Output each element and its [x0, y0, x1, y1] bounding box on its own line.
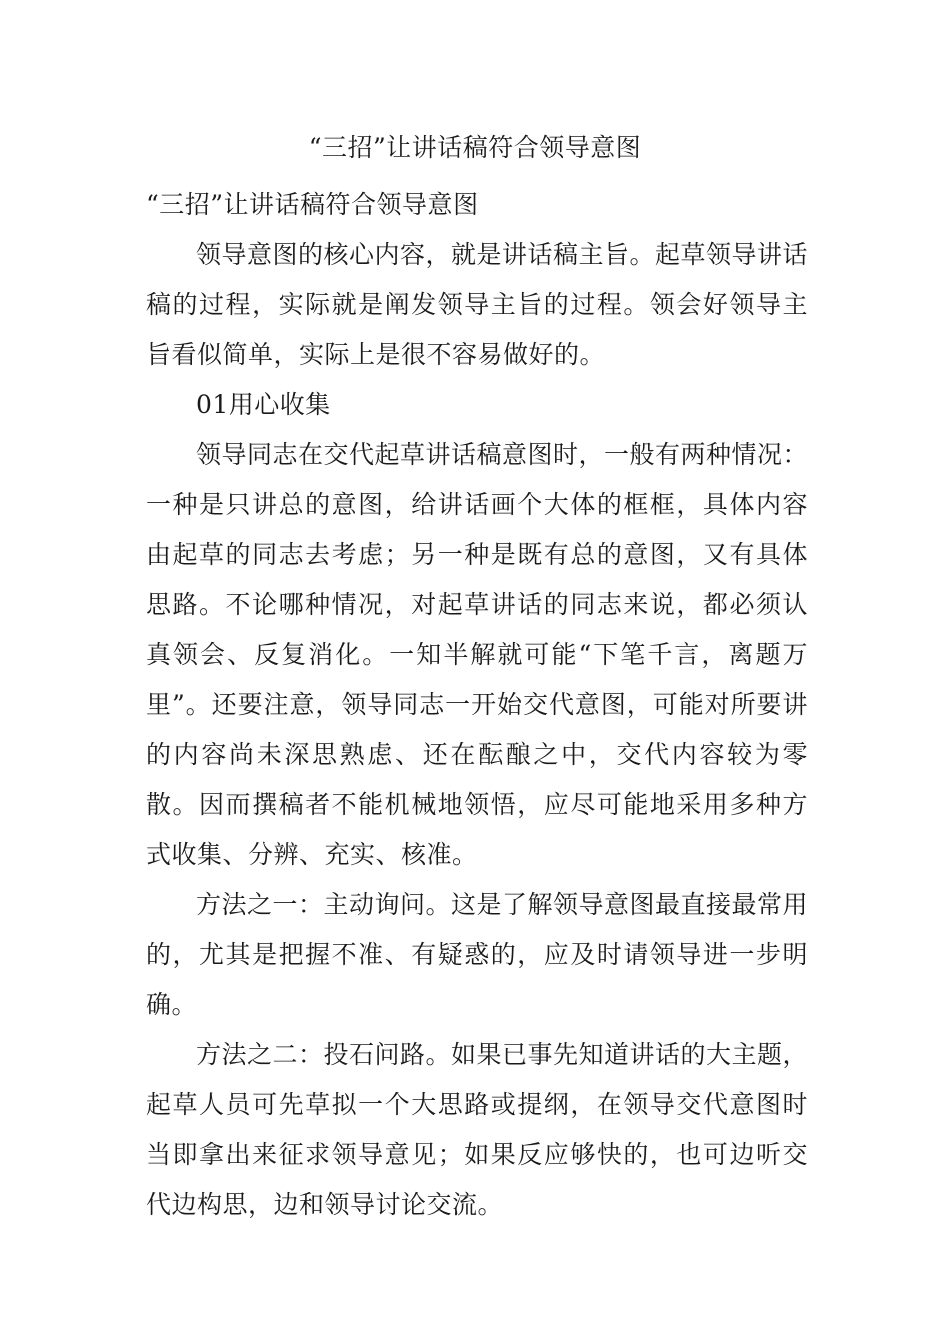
section-heading: 01用心收集 — [196, 390, 331, 419]
paragraph-method-two: 方法之二：投石问路。如果已事先知道讲话的大主题，起草人员可先草拟一个大思路或提纲，在领导交代意图时当即拿出来征求领导意见；如果反应够快的，也可边听交代边构思，边和领导讨论交流。 — [146, 1040, 809, 1219]
paragraph-body: 领导同志在交代起草讲话稿意图时，一般有两种情况：一种是只讲总的意图，给讲话画个大体的框框，具体内容由起草的同志去考虑；另一种是既有总的意图，又有具体思路。不论哪种情况，对起草讲话的同志来说，都必须认真领会、反复消化。一知半解就可能“下笔千言，离题万里”。还要注意，领导同志一开始交代意图，可能对所要讲的内容尚未深思熟虑、还在酝酿之中，交代内容较为零散。因而撰稿者不能机械地领悟，应尽可能地采用多种方式收集、分辨、充实、核准。 — [146, 440, 809, 869]
document-subtitle: “三招”让讲话稿符合领导意图 — [146, 190, 479, 219]
document-body — [146, 180, 808, 1230]
paragraph-intro: 领导意图的核心内容，就是讲话稿主旨。起草领导讲话稿的过程，实际就是阐发领导主旨的过程。领会好领导主旨看似简单，实际上是很不容易做好的。 — [146, 240, 809, 369]
paragraph-method-one: 方法之一：主动询问。这是了解领导意图最直接最常用的，尤其是把握不准、有疑惑的，应及时请领导进一步明确。 — [146, 890, 809, 1019]
document-title: “三招”让讲话稿符合领导意图 — [308, 133, 642, 162]
